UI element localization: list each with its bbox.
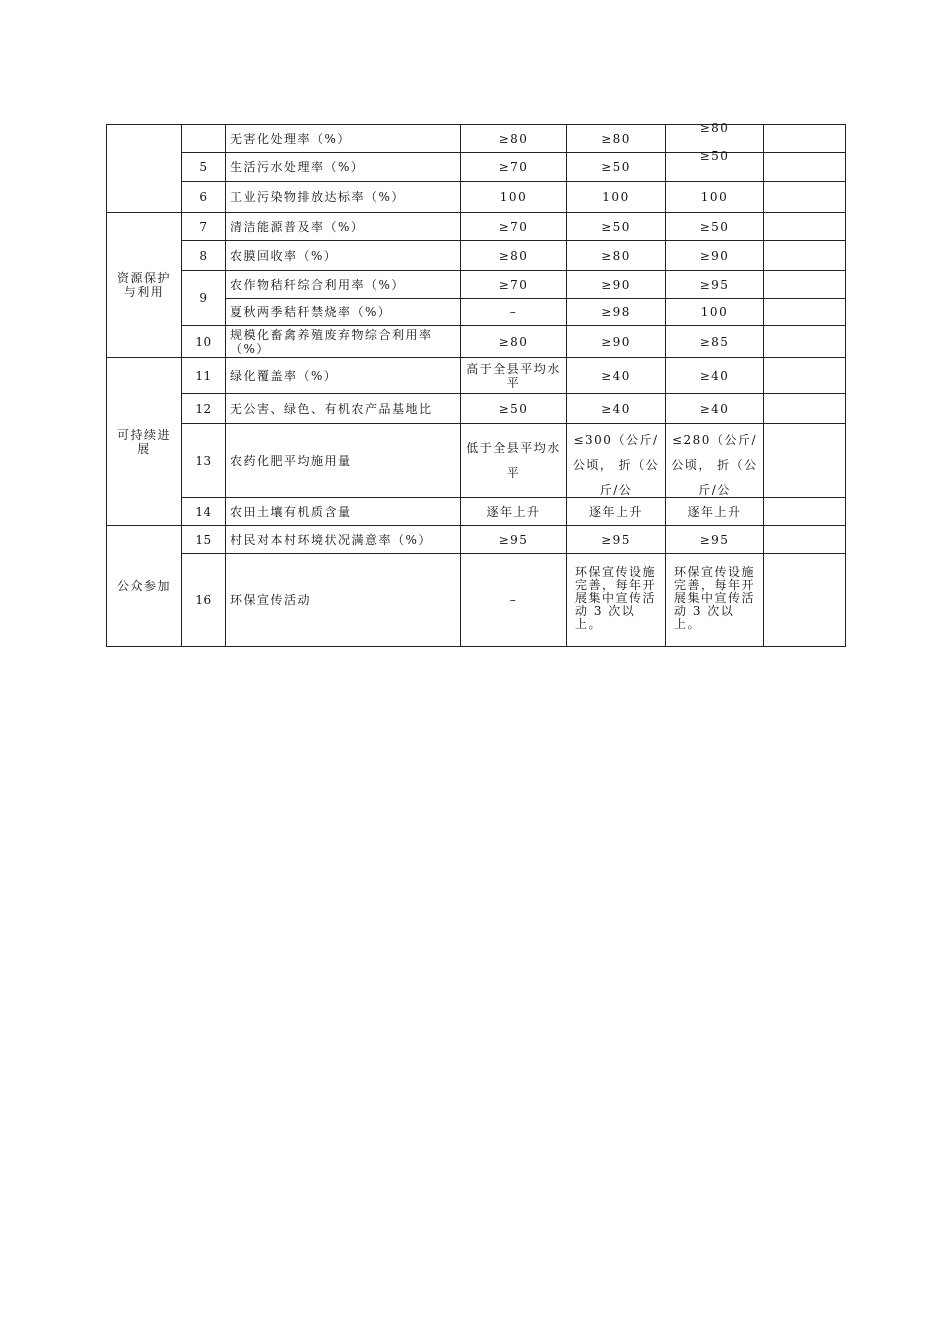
value-cell: ≥98 bbox=[567, 299, 666, 326]
value-cell: 100 bbox=[666, 299, 764, 326]
note-cell bbox=[764, 182, 846, 213]
table-row bbox=[107, 424, 846, 498]
table-row bbox=[107, 358, 846, 394]
value-cell: ≥50 bbox=[567, 153, 666, 182]
value-text: ≤280（公斤/公顷， 折（公斤/公 bbox=[671, 432, 758, 497]
indicator-name: 农膜回收率（%） bbox=[226, 241, 461, 271]
table-row bbox=[107, 125, 846, 153]
table-row bbox=[107, 394, 846, 424]
value-cell bbox=[567, 424, 666, 498]
indicator-name: 工业污染物排放达标率（%） bbox=[226, 182, 461, 213]
value-cell: ≥50 bbox=[567, 213, 666, 241]
row-number: 11 bbox=[182, 358, 226, 394]
category-cell: 资源保护与利用 bbox=[107, 213, 182, 358]
value-cell bbox=[666, 149, 764, 182]
indicator-name: 无害化处理率（%） bbox=[226, 125, 461, 153]
table-row bbox=[107, 153, 846, 182]
table-row bbox=[107, 554, 846, 647]
indicator-name: 无公害、绿色、有机农产品基地比 bbox=[226, 394, 461, 424]
row-number: 8 bbox=[182, 241, 226, 271]
value-cell: ≥95 bbox=[666, 271, 764, 299]
indicator-name: 农作物秸秆综合利用率（%） bbox=[226, 271, 461, 299]
value-cell: ≥90 bbox=[666, 241, 764, 271]
value-cell: 逐年上升 bbox=[461, 498, 567, 526]
value-cell: 逐年上升 bbox=[567, 498, 666, 526]
category-cell: 公众参加 bbox=[107, 526, 182, 647]
note-cell bbox=[764, 526, 846, 554]
table-row bbox=[107, 241, 846, 271]
row-number: 14 bbox=[182, 498, 226, 526]
value-text: 环保宣传设施完善，每年开展集中宣传活动 3 次以上。 bbox=[674, 565, 756, 631]
row-number bbox=[182, 125, 226, 153]
value-cell: 100 bbox=[666, 182, 764, 213]
value-cell: ≥70 bbox=[461, 153, 567, 182]
value-cell: ≥40 bbox=[666, 394, 764, 424]
note-cell bbox=[764, 241, 846, 271]
indicator-name: 夏秋两季秸秆禁烧率（%） bbox=[226, 299, 461, 326]
value-cell: ≥80 bbox=[461, 125, 567, 153]
indicator-name: 生活污水处理率（%） bbox=[226, 153, 461, 182]
value-cell: ≥50 bbox=[666, 213, 764, 241]
note-cell bbox=[764, 125, 846, 153]
value-cell: 高于全县平均水平 bbox=[461, 358, 567, 394]
value-cell: ≥95 bbox=[461, 526, 567, 554]
note-cell bbox=[764, 213, 846, 241]
row-number: 15 bbox=[182, 526, 226, 554]
row-number: 13 bbox=[182, 424, 226, 498]
indicator-table bbox=[106, 120, 846, 647]
indicator-name: 农药化肥平均施用量 bbox=[226, 424, 461, 498]
indicator-name: 农田土壤有机质含量 bbox=[226, 498, 461, 526]
value-cell: 逐年上升 bbox=[666, 498, 764, 526]
note-cell bbox=[764, 153, 846, 182]
value-cell: ≥70 bbox=[461, 213, 567, 241]
note-cell bbox=[764, 299, 846, 326]
indicator-name: 村民对本村环境状况满意率（%） bbox=[226, 526, 461, 554]
note-cell bbox=[764, 498, 846, 526]
indicator-name: 规模化畜禽养殖废弃物综合利用率（%） bbox=[226, 326, 461, 358]
category-cell: 可持续进展 bbox=[107, 358, 182, 526]
value-text: 环保宣传设施完善，每年开展集中宣传活动 3 次以上。 bbox=[575, 565, 657, 631]
value-cell: ≥40 bbox=[567, 358, 666, 394]
value-text: ≥80 bbox=[699, 120, 730, 135]
value-cell: ≥40 bbox=[567, 394, 666, 424]
value-text: ≥50 bbox=[699, 149, 730, 163]
table-row bbox=[107, 213, 846, 241]
row-number: 9 bbox=[182, 271, 226, 326]
note-cell bbox=[764, 554, 846, 647]
value-cell: – bbox=[461, 299, 567, 326]
value-cell: 低于全县平均水平 bbox=[461, 424, 567, 498]
note-cell bbox=[764, 271, 846, 299]
value-cell bbox=[666, 424, 764, 498]
value-cell: ≥95 bbox=[567, 526, 666, 554]
table-row bbox=[107, 498, 846, 526]
note-cell bbox=[764, 326, 846, 358]
note-cell bbox=[764, 424, 846, 498]
value-cell: 100 bbox=[567, 182, 666, 213]
value-cell: ≥85 bbox=[666, 326, 764, 358]
category-cell bbox=[107, 125, 182, 213]
value-cell: ≥80 bbox=[461, 241, 567, 271]
value-cell: ≥90 bbox=[567, 271, 666, 299]
value-cell: – bbox=[461, 554, 567, 647]
value-cell: ≥50 bbox=[461, 394, 567, 424]
table-row bbox=[107, 271, 846, 299]
note-cell bbox=[764, 358, 846, 394]
value-cell: ≥80 bbox=[461, 326, 567, 358]
row-number: 6 bbox=[182, 182, 226, 213]
value-text: ≤300（公斤/公顷， 折（公斤/公 bbox=[572, 432, 660, 497]
note-cell bbox=[764, 394, 846, 424]
indicator-name: 绿化覆盖率（%） bbox=[226, 358, 461, 394]
value-cell: ≥80 bbox=[567, 125, 666, 153]
row-number: 12 bbox=[182, 394, 226, 424]
value-cell: ≥95 bbox=[666, 526, 764, 554]
table-row bbox=[107, 326, 846, 358]
row-number: 7 bbox=[182, 213, 226, 241]
value-cell bbox=[666, 554, 764, 647]
indicator-name: 清洁能源普及率（%） bbox=[226, 213, 461, 241]
value-cell bbox=[567, 554, 666, 647]
indicator-name: 环保宣传活动 bbox=[226, 554, 461, 647]
table-row bbox=[107, 526, 846, 554]
value-cell: 100 bbox=[461, 182, 567, 213]
row-number: 10 bbox=[182, 326, 226, 358]
value-cell: ≥90 bbox=[567, 326, 666, 358]
value-cell: ≥40 bbox=[666, 358, 764, 394]
value-cell: ≥80 bbox=[567, 241, 666, 271]
value-cell: ≥70 bbox=[461, 271, 567, 299]
row-number: 5 bbox=[182, 153, 226, 182]
row-number: 16 bbox=[182, 554, 226, 647]
table-row bbox=[107, 182, 846, 213]
